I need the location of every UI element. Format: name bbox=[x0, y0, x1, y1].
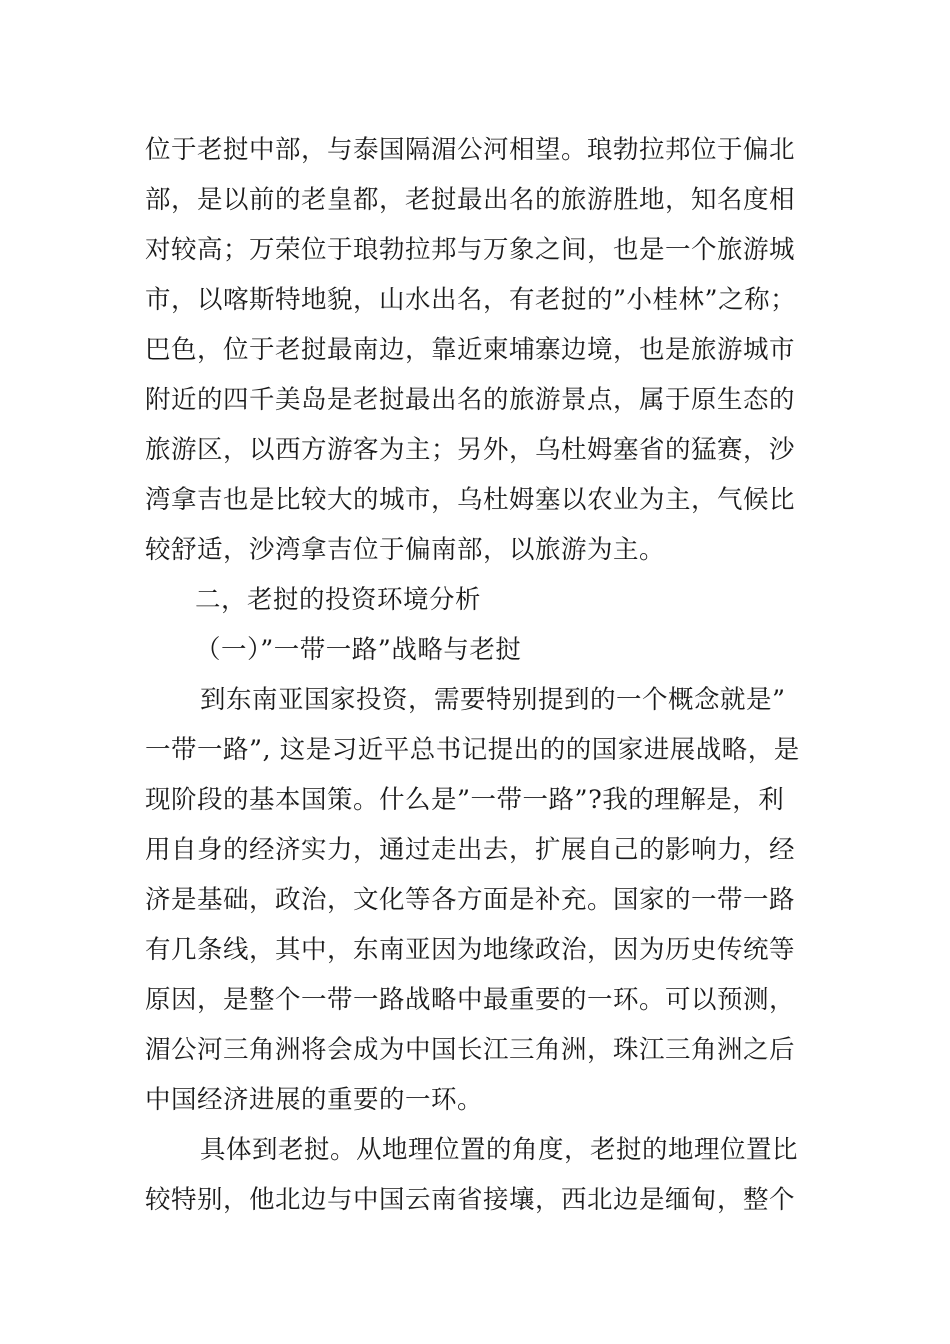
paragraph-line: 有几条线，其中，东南亚因为地缘政治，因为历史传统等 bbox=[145, 935, 796, 965]
paragraph-line: 济是基础，政治，文化等各方面是补充。国家的一带一路 bbox=[145, 885, 796, 915]
paragraph-line: 具体到老挝。从地理位置的角度，老挝的地理位置比 bbox=[200, 1135, 799, 1165]
paragraph-line: 中国经济进展的重要的一环。 bbox=[145, 1085, 484, 1115]
paragraph-line: 到东南亚国家投资，需要特别提到的一个概念就是” bbox=[200, 685, 786, 715]
paragraph-line: 现阶段的基本国策。什么是”一带一路”?我的理解是，利 bbox=[145, 785, 785, 815]
paragraph-line: 原因，是整个一带一路战略中最重要的一环。可以预测， bbox=[145, 985, 796, 1015]
paragraph-line: 对较高；万荣位于琅勃拉邦与万象之间，也是一个旅游城 bbox=[145, 235, 796, 265]
paragraph-line: 湾拿吉也是比较大的城市，乌杜姆塞以农业为主，气候比 bbox=[145, 485, 796, 515]
paragraph-line: 较舒适，沙湾拿吉位于偏南部，以旅游为主。 bbox=[145, 535, 666, 565]
paragraph-line: 旅游区，以西方游客为主；另外，乌杜姆塞省的猛赛，沙 bbox=[145, 435, 796, 465]
paragraph-line: 巴色，位于老挝最南边，靠近柬埔寨边境，也是旅游城市 bbox=[145, 335, 796, 365]
paragraph-line: 附近的四千美岛是老挝最出名的旅游景点，属于原生态的 bbox=[145, 385, 796, 415]
paragraph-line: 湄公河三角洲将会成为中国长江三角洲，珠江三角洲之后 bbox=[145, 1035, 796, 1065]
paragraph-line: 市，以喀斯特地貌，山水出名，有老挝的”小桂林”之称； bbox=[145, 285, 797, 315]
paragraph-line: 部，是以前的老皇都，老挝最出名的旅游胜地，知名度相 bbox=[145, 185, 796, 215]
section-heading: 二，老挝的投资环境分析 bbox=[195, 585, 482, 615]
paragraph-line: 位于老挝中部，与泰国隔湄公河相望。琅勃拉邦位于偏北 bbox=[145, 135, 796, 165]
paragraph-line: 较特别，他北边与中国云南省接壤，西北边是缅甸，整个 bbox=[145, 1185, 796, 1215]
paragraph-line: 一带一路”, 这是习近平总书记提出的的国家进展战略，是 bbox=[145, 735, 800, 765]
subsection-heading: （一）”一带一路”战略与老挝 bbox=[195, 635, 522, 665]
paragraph-line: 用自身的经济实力，通过走出去，扩展自己的影响力，经 bbox=[145, 835, 796, 865]
